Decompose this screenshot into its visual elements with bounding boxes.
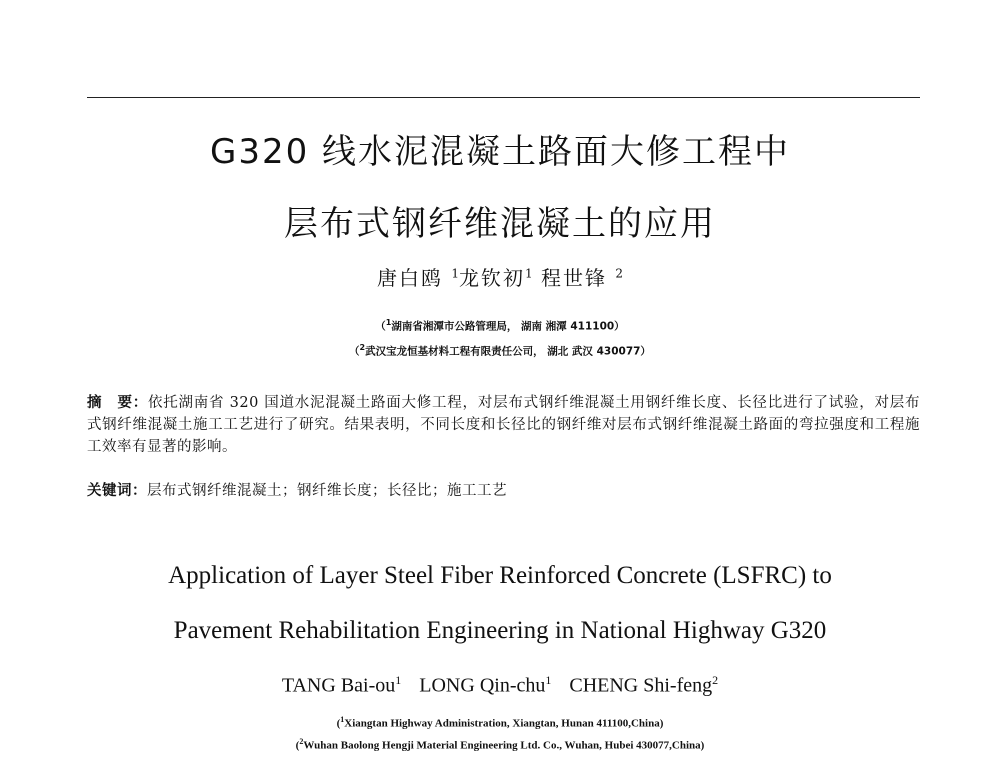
author-sup: 2 [615,266,623,281]
aff-paren: （ [375,320,386,333]
author-name: CHENG Shi-feng [569,674,713,697]
aff-text: Xiangtan Highway Administration, Xiangtan, Hunan 411100,China) [344,717,664,730]
english-title-line-2: Pavement Rehabilitation Engineering in National Highway G320 [173,617,827,644]
keywords [87,480,920,502]
abstract-label: 摘 要： [87,394,149,411]
aff-sup: 2 [299,737,304,746]
aff-paren: ( [336,717,341,730]
author-sup: 1 [525,266,533,281]
author-sup: 1 [451,266,459,281]
aff-text: 湖南省湘潭市公路管理局， 湖南 湘潭 411100） [391,320,625,333]
aff-paren: （ [349,345,360,358]
aff-paren: ( [295,739,300,752]
english-authors [0,673,1000,698]
author-sup: 1 [395,673,402,687]
author-name: 龙钦初 [459,266,525,290]
author-sup: 1 [545,673,552,687]
author-name: 程世锋 [541,266,607,290]
author-sup: 2 [712,673,719,687]
chinese-title-line-1: G320 线水泥混凝土路面大修工程中 [209,132,791,172]
author-name: TANG Bai-ou [281,674,396,697]
chinese-affiliation-1 [0,318,1000,334]
keywords-label: 关键词： [87,482,147,499]
chinese-authors [0,262,1000,291]
chinese-title-line-2: 层布式钢纤维混凝土的应用 [284,204,716,244]
author-name: LONG Qin-chu [419,674,546,697]
english-affiliation-1 [0,715,1000,730]
english-title-line-1: Application of Layer Steel Fiber Reinforced Concrete (LSFRC) to [168,562,832,589]
aff-sup: 1 [385,318,392,327]
aff-text: Wuhan Baolong Hengji Material Engineering Ltd. Co., Wuhan, Hubei 430077,China) [303,739,705,752]
aff-text: 武汉宝龙恒基材料工程有限责任公司， 湖北 武汉 430077） [365,345,651,358]
abstract-text: 依托湖南省 320 国道水泥混凝土路面大修工程，对层布式钢纤维混凝土用钢纤维长度、长径比进行了试验，对层布式钢纤维混凝土施工工艺进行了研究。结果表明，不同长度和长径比的钢纤维对层布式钢纤维混凝土路面的弯拉强度和工程施工效率有显著的影响。 [87,395,921,455]
aff-sup: 2 [359,343,366,352]
header-rule [87,97,920,98]
english-affiliation-2 [0,737,1000,752]
abstract [87,392,920,458]
chinese-affiliation-2 [0,343,1000,359]
aff-sup: 1 [340,715,345,724]
author-name: 唐白鸥 [377,266,443,290]
keywords-text: 层布式钢纤维混凝土；钢纤维长度；长径比；施工工艺 [147,483,507,499]
